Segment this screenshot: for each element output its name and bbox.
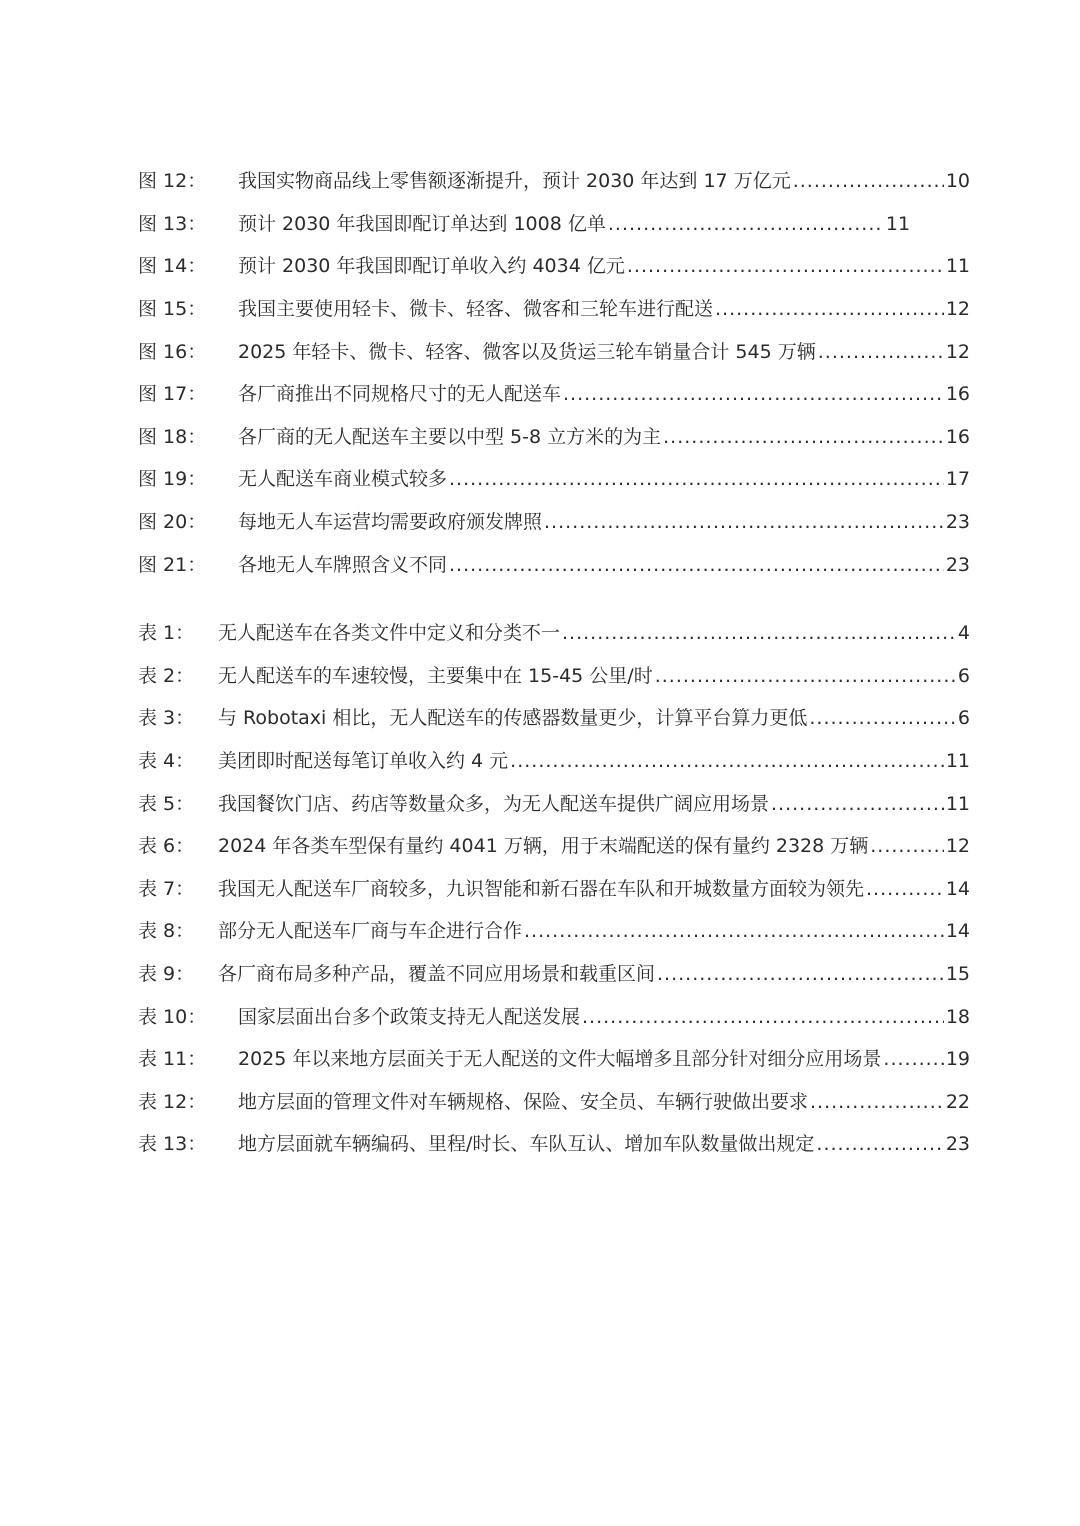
toc-page-number: 12 xyxy=(945,298,970,321)
toc-label: 图 13： xyxy=(138,212,207,235)
toc-label: 图 21： xyxy=(138,553,207,576)
toc-title: 与 Robotaxi 相比，无人配送车的传感器数量更少，计算平台算力更低 xyxy=(218,707,808,730)
dot-leader xyxy=(816,1132,943,1156)
toc-label: 表 1： xyxy=(138,622,195,645)
toc-label: 图 18： xyxy=(138,425,207,448)
toc-page-number: 11 xyxy=(945,255,970,278)
dot-leader xyxy=(582,1005,944,1029)
toc-page-number: 18 xyxy=(945,1005,970,1028)
toc-entry-figure-19[interactable] xyxy=(138,458,970,501)
toc-title: 2025 年轻卡、微卡、轻客、微客以及货运三轮车销量合计 545 万辆 xyxy=(238,340,816,363)
toc-title: 我国主要使用轻卡、微卡、轻客、微客和三轮车进行配送 xyxy=(238,298,714,321)
toc-page-number: 11 xyxy=(885,212,911,235)
toc-page-number: 15 xyxy=(945,963,970,986)
toc-entry-figure-20[interactable] xyxy=(138,501,970,544)
toc-entry-table-13[interactable] xyxy=(138,1123,970,1166)
toc-label: 表 2： xyxy=(138,664,195,687)
dot-leader xyxy=(608,212,884,236)
toc-title: 地方层面就车辆编码、里程/时长、车队互认、增加车队数量做出规定 xyxy=(238,1133,815,1156)
toc-page-number: 22 xyxy=(945,1090,970,1113)
toc-label: 表 8： xyxy=(138,920,195,943)
toc-title: 无人配送车商业模式较多 xyxy=(238,468,448,491)
toc-entry-figure-14[interactable] xyxy=(138,245,970,288)
toc-page-number: 19 xyxy=(945,1048,970,1071)
toc-entry-table-2[interactable] xyxy=(138,655,970,698)
dot-leader xyxy=(793,169,944,193)
toc-label: 表 11： xyxy=(138,1048,207,1071)
toc-page-number: 14 xyxy=(945,920,970,943)
toc-label: 表 4： xyxy=(138,750,195,773)
toc-page-number: 4 xyxy=(957,622,970,645)
toc-page-number: 16 xyxy=(945,383,970,406)
toc-page-number: 12 xyxy=(945,340,970,363)
toc-entry-table-4[interactable] xyxy=(138,740,970,783)
toc-title: 预计 2030 年我国即配订单收入约 4034 亿元 xyxy=(238,255,625,278)
toc-title: 各厂商布局多种产品，覆盖不同应用场景和载重区间 xyxy=(218,963,656,986)
toc-page-number: 23 xyxy=(945,1133,970,1156)
dot-leader xyxy=(809,706,956,730)
figure-list xyxy=(138,160,970,586)
toc-entry-figure-15[interactable] xyxy=(138,288,970,331)
toc-page-number: 6 xyxy=(957,707,970,730)
toc-title: 无人配送车的车速较慢，主要集中在 15-45 公里/时 xyxy=(218,664,653,687)
toc-label: 图 14： xyxy=(138,255,207,278)
dot-leader xyxy=(544,510,944,534)
toc-title: 2024 年各类车型保有量约 4041 万辆，用于末端配送的保有量约 2328 万辆 xyxy=(218,835,869,858)
toc-label: 图 15： xyxy=(138,298,207,321)
toc-entry-figure-17[interactable] xyxy=(138,373,970,416)
toc-entry-figure-16[interactable] xyxy=(138,330,970,373)
toc-title: 我国无人配送车厂商较多，九识智能和新石器在车队和开城数量方面较为领先 xyxy=(218,877,865,900)
toc-title: 国家层面出台多个政策支持无人配送发展 xyxy=(238,1005,581,1028)
toc-entry-table-1[interactable] xyxy=(138,612,970,655)
toc-entry-table-6[interactable] xyxy=(138,825,970,868)
toc-label: 表 12： xyxy=(138,1090,207,1113)
dot-leader xyxy=(655,664,956,688)
toc-label: 图 16： xyxy=(138,340,207,363)
toc-label: 表 6： xyxy=(138,835,195,858)
toc-title: 地方层面的管理文件对车辆规格、保险、安全员、车辆行驶做出要求 xyxy=(238,1090,809,1113)
toc-label: 表 13： xyxy=(138,1133,207,1156)
toc-title: 2025 年以来地方层面关于无人配送的文件大幅增多且部分针对细分应用场景 xyxy=(238,1048,882,1071)
toc-entry-table-11[interactable] xyxy=(138,1038,970,1081)
toc-entry-figure-18[interactable] xyxy=(138,416,970,459)
dot-leader xyxy=(771,792,944,816)
toc-title: 我国实物商品线上零售额逐渐提升，预计 2030 年达到 17 万亿元 xyxy=(238,170,791,193)
toc-page-number: 11 xyxy=(945,750,970,773)
toc-label: 图 20： xyxy=(138,511,207,534)
toc-label: 表 3： xyxy=(138,707,195,730)
toc-label: 图 17： xyxy=(138,383,207,406)
dot-leader xyxy=(866,877,944,901)
toc-entry-figure-12[interactable] xyxy=(138,160,970,203)
toc-entry-table-9[interactable] xyxy=(138,953,970,996)
dot-leader xyxy=(870,834,944,858)
toc-title: 各地无人车牌照含义不同 xyxy=(238,553,448,576)
toc-title: 美团即时配送每笔订单收入约 4 元 xyxy=(218,750,509,773)
dot-leader xyxy=(449,553,944,577)
dot-leader xyxy=(883,1047,943,1071)
table-list xyxy=(138,612,970,1166)
toc-title: 各厂商推出不同规格尺寸的无人配送车 xyxy=(238,383,562,406)
toc-label: 表 7： xyxy=(138,877,195,900)
dot-leader xyxy=(818,340,944,364)
toc-title: 每地无人车运营均需要政府颁发牌照 xyxy=(238,511,543,534)
toc-page-number: 23 xyxy=(945,553,970,576)
dot-leader xyxy=(449,467,944,491)
toc-page-number: 16 xyxy=(945,425,970,448)
dot-leader xyxy=(510,749,944,773)
toc-entry-table-7[interactable] xyxy=(138,868,970,911)
toc-entry-figure-21[interactable] xyxy=(138,543,970,586)
toc-page-number: 14 xyxy=(945,877,970,900)
dot-leader xyxy=(663,425,944,449)
toc-page-number: 17 xyxy=(945,468,970,491)
toc-page-number: 12 xyxy=(945,835,970,858)
toc-label: 图 19： xyxy=(138,468,207,491)
toc-entry-table-8[interactable] xyxy=(138,910,970,953)
toc-label: 表 9： xyxy=(138,963,195,986)
toc-page-number: 6 xyxy=(957,664,970,687)
toc-entry-table-10[interactable] xyxy=(138,995,970,1038)
toc-title: 我国餐饮门店、药店等数量众多，为无人配送车提供广阔应用场景 xyxy=(218,792,770,815)
toc-title: 无人配送车在各类文件中定义和分类不一 xyxy=(218,622,561,645)
toc-label: 表 10： xyxy=(138,1005,207,1028)
dot-leader xyxy=(627,254,944,278)
toc-entry-figure-13[interactable] xyxy=(138,203,970,246)
toc-entry-table-3[interactable] xyxy=(138,697,970,740)
toc-label: 表 5： xyxy=(138,792,195,815)
toc-page-number: 11 xyxy=(945,792,970,815)
toc-entry-table-12[interactable] xyxy=(138,1081,970,1124)
dot-leader xyxy=(524,919,944,943)
toc-page-number: 10 xyxy=(945,170,970,193)
toc-title: 各厂商的无人配送车主要以中型 5-8 立方米的为主 xyxy=(238,425,662,448)
toc-page-number: 23 xyxy=(945,511,970,534)
dot-leader xyxy=(657,962,944,986)
toc-title: 预计 2030 年我国即配订单达到 1008 亿单 xyxy=(238,212,606,235)
dot-leader xyxy=(810,1090,944,1114)
toc-title: 部分无人配送车厂商与车企进行合作 xyxy=(218,920,523,943)
toc-entry-table-5[interactable] xyxy=(138,782,970,825)
toc-label: 图 12： xyxy=(138,170,207,193)
dot-leader xyxy=(563,382,944,406)
dot-leader xyxy=(562,621,956,645)
dot-leader xyxy=(715,297,944,321)
